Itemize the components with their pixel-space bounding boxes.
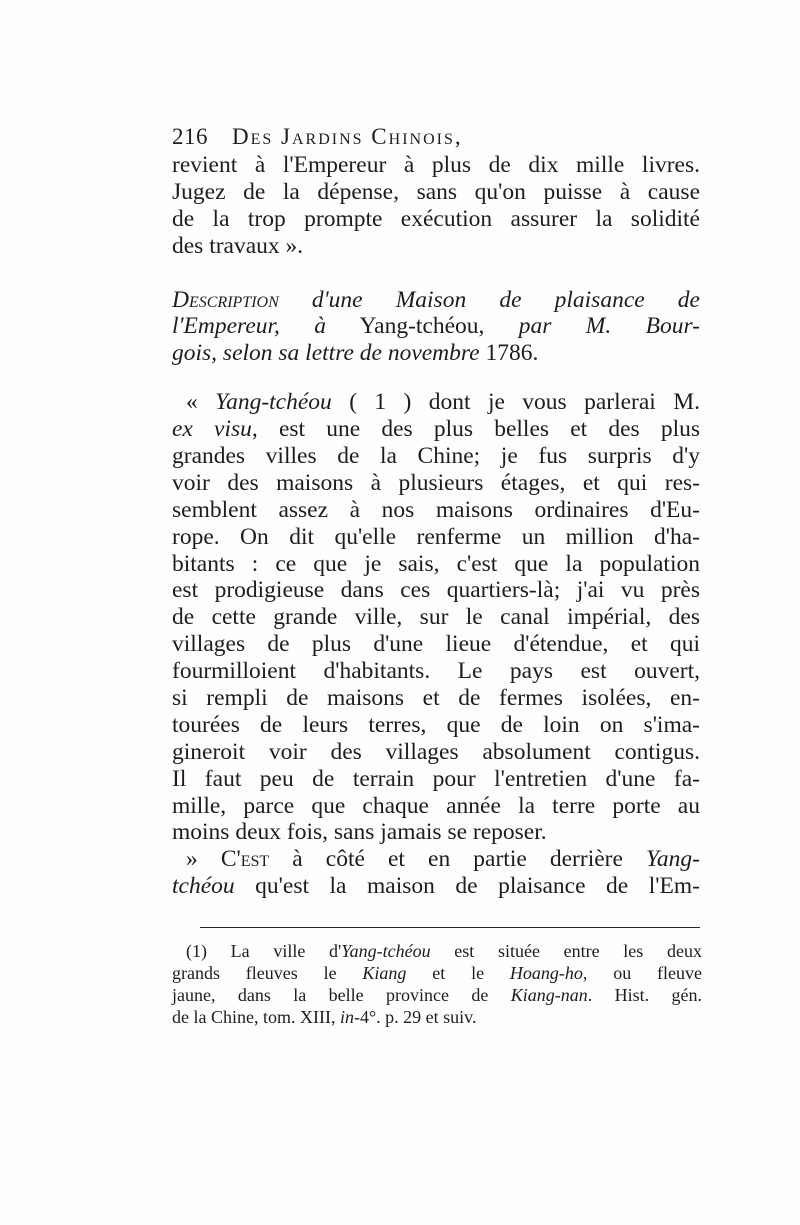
body-line — [172, 416, 700, 443]
spacer — [172, 367, 700, 389]
footnote-text: est située entre les deux — [430, 941, 702, 961]
body-line: semblent assez à nos maisons ordinaires d'Eu- — [172, 496, 700, 523]
footnote-italic: Yang-tchéou — [341, 941, 431, 961]
spacer — [172, 260, 700, 287]
running-title: Des Jardins Chinois, — [232, 124, 463, 149]
footnote-text: grands fleuves le — [172, 963, 363, 983]
body-line: villages de plus d'une lieue d'étendue, et qui — [172, 631, 700, 658]
heading-roman: Yang-tchéou, — [326, 313, 519, 340]
body-line — [172, 873, 700, 900]
place-name: Yang-tchéou — [215, 389, 332, 416]
body-line — [172, 389, 700, 416]
footnote-line — [172, 940, 702, 962]
body-line: Jugez de la dépense, sans qu'on puisse à cause — [172, 178, 700, 205]
section-heading-line — [172, 287, 700, 314]
body-line: si rempli de maisons et de fermes isolées, en- — [172, 685, 700, 712]
body-line: voir des maisons à plusieurs étages, et qui res- — [172, 469, 700, 496]
body-line: de la trop prompte exécution assurer la solidité — [172, 205, 700, 232]
heading-smallcaps: Description — [172, 286, 279, 313]
heading-roman: 1786. — [479, 340, 539, 367]
footnote-text: jaune, dans la belle province de — [172, 985, 511, 1005]
body-smallcaps: C'est — [220, 846, 270, 873]
section-heading-line — [172, 313, 700, 340]
footnote-text: et le — [406, 963, 510, 983]
footnote-text: . Hist. gén. — [587, 985, 702, 1005]
body-text: à côté et en partie derrière — [269, 846, 646, 873]
footnote-text: , ou fleuve — [582, 963, 702, 983]
body-line: gineroit voir des villages absolument contigus. — [172, 738, 700, 765]
footnote-italic: in — [339, 1007, 354, 1027]
footnote-italic: Kiang — [362, 963, 407, 983]
body-line: tourées de leurs terres, que de loin on s'ima- — [172, 711, 700, 738]
footnote-italic: Kiang-nan — [510, 985, 588, 1005]
body-line: bitants : ce que je sais, c'est que la population — [172, 550, 700, 577]
heading-italic: l'Empereur, à — [172, 313, 327, 340]
body-line: revient à l'Empereur à plus de dix mille livres. — [172, 152, 700, 178]
place-name: tchéou — [172, 873, 235, 900]
body-line: de cette grande ville, sur le canal impérial, des — [172, 604, 700, 631]
body-line: moins deux fois, sans jamais se reposer. — [172, 819, 547, 846]
running-head — [172, 122, 700, 152]
body-line: Il faut peu de terrain pour l'entretien d'une fa- — [172, 765, 700, 792]
footnote-rule — [200, 927, 700, 928]
body-line: fourmilloient d'habitants. Le pays est ouvert, — [172, 658, 700, 685]
body-text: ( 1 ) dont je vous parlerai M. — [331, 389, 701, 416]
footnote-text: de la Chine, tom. XIII, — [172, 1007, 340, 1027]
open-quote: « — [186, 389, 216, 416]
footnote-line — [172, 1006, 702, 1028]
main-text-block — [172, 122, 700, 900]
latin-phrase: ex visu — [172, 416, 252, 443]
body-line: rope. On dit qu'elle renferme un million d'ha- — [172, 523, 700, 550]
footnote — [172, 940, 702, 1028]
heading-italic: gois, selon sa lettre de novembre — [172, 340, 480, 367]
place-name: Yang- — [646, 846, 700, 873]
heading-text: d'une Maison de plaisance de — [278, 286, 700, 313]
footnote-line — [172, 984, 702, 1006]
body-line — [172, 846, 700, 873]
body-line: des travaux ». — [172, 232, 304, 259]
section-heading-line — [172, 340, 700, 367]
body-text: , est une des plus belles et des plus — [251, 416, 701, 443]
footnote-italic: Hoang-ho — [509, 963, 583, 983]
heading-italic: par M. Bour- — [518, 313, 700, 340]
footnote-text: -4°. p. 29 et suiv. — [353, 1007, 477, 1027]
body-line: est prodigieuse dans ces quartiers-là; j'ai vu près — [172, 577, 700, 604]
body-line: grandes villes de la Chine; je fus surpris d'y — [172, 443, 700, 470]
footnote-line — [172, 962, 702, 984]
body-line: mille, parce que chaque année la terre porte au — [172, 792, 700, 819]
close-quote: » — [186, 846, 221, 873]
footnote-text: (1) La ville d' — [186, 941, 342, 961]
body-text: qu'est la maison de plaisance de l'Em- — [234, 873, 700, 900]
page-number: 216 — [172, 124, 208, 149]
